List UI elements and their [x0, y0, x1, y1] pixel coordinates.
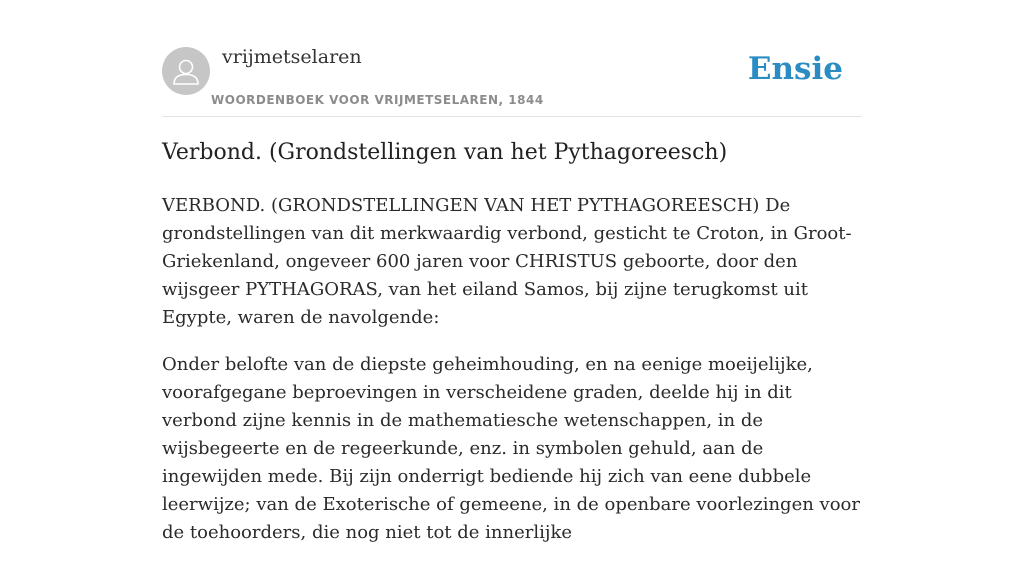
article-paragraph: VERBOND. (GRONDSTELLINGEN VAN HET PYTHAGOREESCH) De grondstellingen van dit merkwaardig verbond, gesticht te Croton, in Groot-Griekenland, ongeveer 600 jaren voor CHRISTUS geboorte, door den wijsgeer PYTHAGORAS, van het eiland Samos, bij zijne terugkomst uit Egypte, waren de navolgende: [162, 195, 852, 328]
article-body [162, 192, 867, 566]
author-name[interactable]: vrijmetselaren [222, 46, 362, 68]
source-label: WOORDENBOEK VOOR VRIJMETSELAREN, 1844 [211, 93, 544, 107]
ensie-logo[interactable]: Ensie [747, 51, 843, 87]
user-avatar-icon[interactable] [162, 47, 210, 95]
article-title: Verbond. (Grondstellingen van het Pythagoreesch) [162, 140, 728, 165]
header [162, 46, 862, 117]
article-paragraph: Onder belofte van de diepste geheimhouding, en na eenige moeijelijke, voorafgegane beproevingen in verscheidene graden, deelde hij in dit verbond zijne kennis in de mathematiesche wetenschappen, in de wijsbegeerte en de regeerkunde, enz. in symbolen gehuld, aan de ingewijden mede. Bij zijn onderrigt bediende hij zich van eene dubbele leerwijze; van de Exoterische of gemeene, in de openbare voorlezingen voor de toehoorders, die nog niet tot de innerlijke [162, 354, 860, 543]
